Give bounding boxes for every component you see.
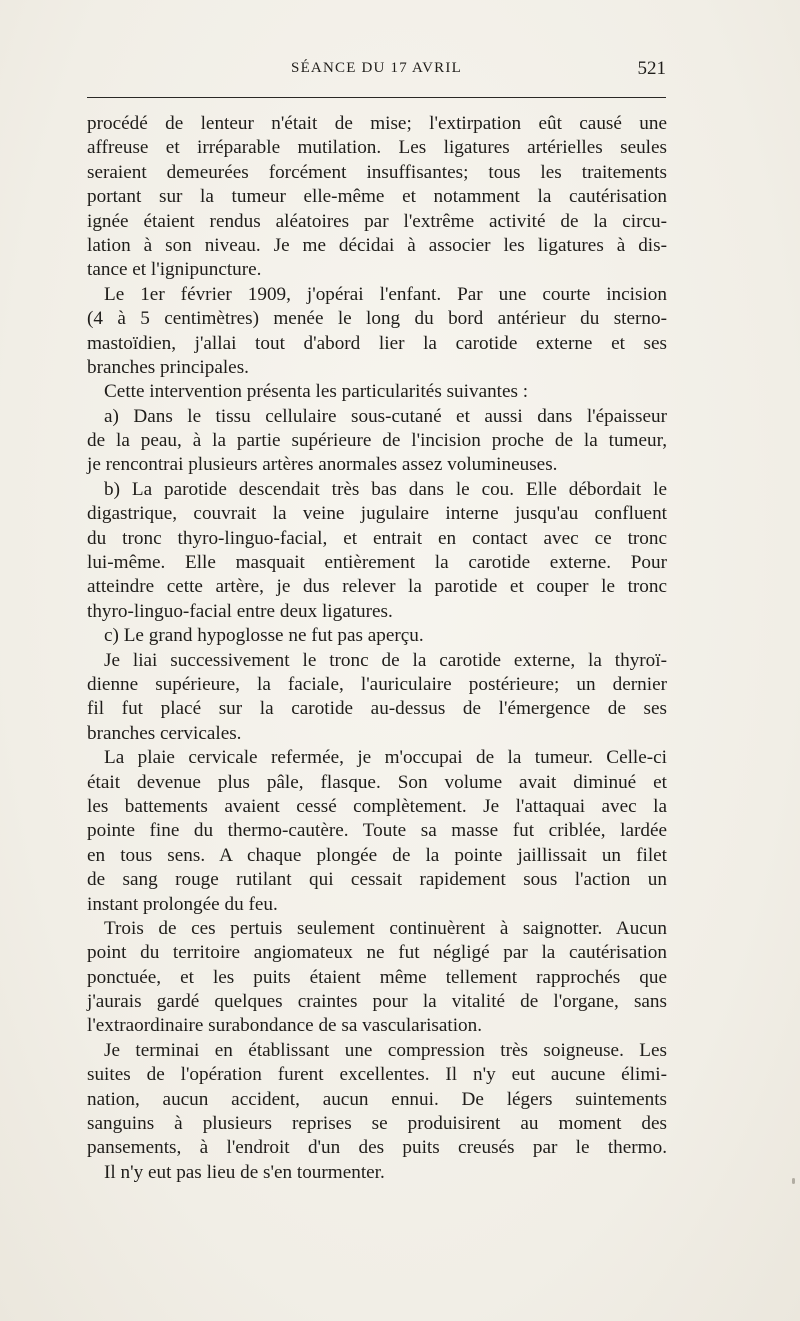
text-line: ignée étaient rendus aléatoires par l'extrême activité de la circu-	[87, 210, 667, 232]
text-line: lation à son niveau. Je me décidai à associer les ligatures à dis-	[87, 234, 667, 256]
text-line: instant prolongée du feu.	[87, 893, 278, 915]
text-line: fil fut placé sur la carotide au-dessus de l'émergence de ses	[87, 698, 667, 720]
text-line: ponctuée, et les puits étaient même tellement rapprochés que	[87, 966, 667, 988]
text-line: l'extraordinaire surabondance de sa vascularisation.	[87, 1015, 483, 1037]
text-line: Trois de ces pertuis seulement continuèrent à saignotter. Aucun	[104, 917, 667, 939]
text-line: La plaie cervicale refermée, je m'occupai de la tumeur. Celle-ci	[104, 747, 667, 769]
text-line: du tronc thyro-linguo-facial, et entrait en contact avec ce tronc	[87, 527, 667, 549]
header-rule	[87, 97, 666, 98]
text-line: tance et l'ignipuncture.	[87, 259, 262, 281]
text-line: de sang rouge rutilant qui cessait rapidement sous l'action un	[87, 869, 667, 891]
text-line: a) Dans le tissu cellulaire sous-cutané et aussi dans l'épaisseur	[104, 405, 667, 427]
page-number: 521	[637, 58, 666, 79]
text-line: mastoïdien, j'allai tout d'abord lier la carotide externe et ses	[87, 332, 667, 354]
text-line: Il n'y eut pas lieu de s'en tourmenter.	[104, 1161, 385, 1183]
text-line: affreuse et irréparable mutilation. Les ligatures artérielles seules	[87, 137, 667, 159]
text-line: pansements, à l'endroit d'un des puits creusés par le thermo.	[87, 1137, 667, 1159]
text-line: suites de l'opération furent excellentes. Il n'y eut aucune élimi-	[87, 1064, 667, 1086]
text-line: Je liai successivement le tronc de la carotide externe, la thyroï-	[104, 649, 667, 671]
running-head	[87, 58, 666, 88]
text-line: Cette intervention présenta les particularités suivantes :	[104, 381, 529, 403]
text-line: digastrique, couvrait la veine jugulaire interne jusqu'au confluent	[87, 503, 667, 525]
text-line: (4 à 5 centimètres) menée le long du bord antérieur du sterno-	[87, 308, 667, 330]
text-line: de la peau, à la partie supérieure de l'incision proche de la tumeur,	[87, 430, 667, 452]
text-line: branches principales.	[87, 356, 249, 378]
text-line: atteindre cette artère, je dus relever la parotide et couper le tronc	[87, 576, 667, 598]
text-line: point du territoire angiomateux ne fut négligé par la cautérisation	[87, 942, 667, 964]
text-line: thyro-linguo-facial entre deux ligatures.	[87, 600, 393, 622]
text-line: en tous sens. A chaque plongée de la pointe jaillissait un filet	[87, 844, 667, 866]
text-line: Je terminai en établissant une compression très soigneuse. Les	[104, 1039, 667, 1061]
text-line: dienne supérieure, la faciale, l'auriculaire postérieure; un dernier	[87, 673, 667, 695]
body-text	[87, 112, 667, 1185]
text-line: branches cervicales.	[87, 722, 242, 744]
text-line: portant sur la tumeur elle-même et notamment la cautérisation	[87, 186, 667, 208]
text-line: seraient demeurées forcément insuffisantes; tous les traitements	[87, 161, 667, 183]
paper-speck	[792, 1178, 795, 1184]
text-line: je rencontrai plusieurs artères anormales assez volumineuses.	[87, 454, 558, 476]
text-line: les battements avaient cessé complètement. Je l'attaquai avec la	[87, 795, 667, 817]
running-title: SÉANCE DU 17 AVRIL	[291, 60, 462, 76]
text-line: était devenue plus pâle, flasque. Son volume avait diminué et	[87, 771, 667, 793]
text-line: j'aurais gardé quelques craintes pour la vitalité de l'organe, sans	[87, 991, 667, 1013]
text-line: Le 1er février 1909, j'opérai l'enfant. Par une courte incision	[104, 283, 667, 305]
text-line: b) La parotide descendait très bas dans le cou. Elle débordait le	[104, 478, 667, 500]
text-line: sanguins à plusieurs reprises se produisirent au moment des	[87, 1113, 667, 1135]
text-line: nation, aucun accident, aucun ennui. De légers suintements	[87, 1088, 667, 1110]
text-line: procédé de lenteur n'était de mise; l'extirpation eût causé une	[87, 113, 667, 134]
text-line: lui-même. Elle masquait entièrement la carotide externe. Pour	[87, 552, 667, 574]
text-line: c) Le grand hypoglosse ne fut pas aperçu.	[104, 625, 424, 647]
text-line: pointe fine du thermo-cautère. Toute sa masse fut criblée, lardée	[87, 820, 667, 842]
